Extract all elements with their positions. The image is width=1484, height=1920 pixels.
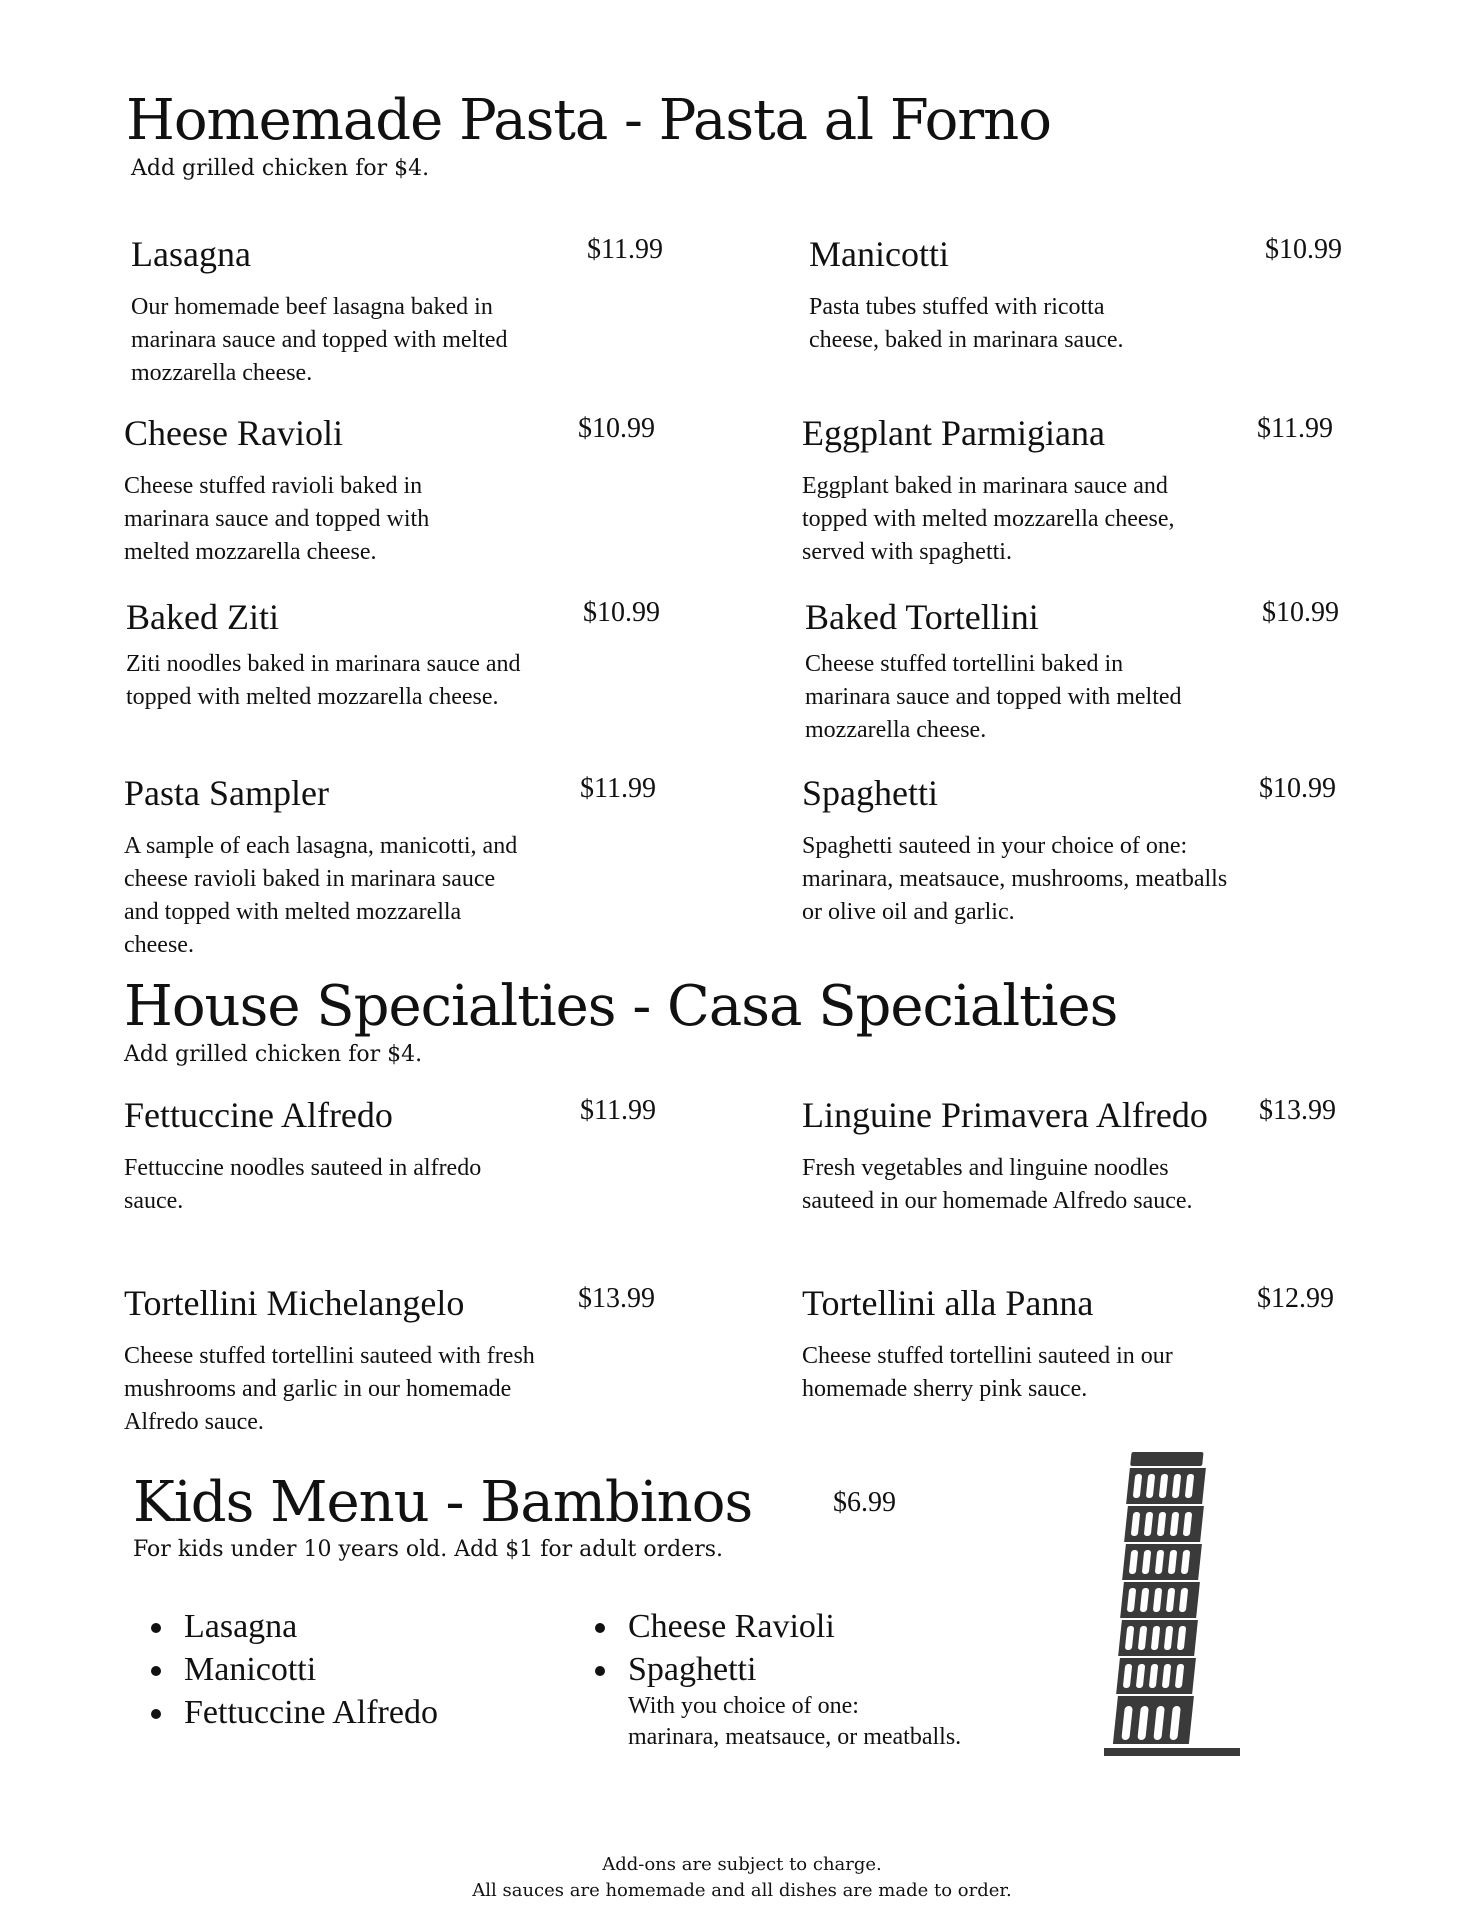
kids-item-manicotti: Manicotti bbox=[142, 1648, 438, 1691]
menu-item-lasagna bbox=[131, 233, 531, 390]
kids-spaghetti-note-2: marinara, meatsauce, or meatballs. bbox=[628, 1724, 962, 1750]
item-name: Tortellini Michelangelo bbox=[124, 1283, 465, 1323]
kids-spaghetti-note-1: With you choice of one: bbox=[628, 1693, 859, 1719]
item-name: Baked Tortellini bbox=[805, 597, 1039, 637]
item-name: Baked Ziti bbox=[126, 597, 279, 637]
item-name: Spaghetti bbox=[802, 773, 938, 813]
section-title-bambinos: Kids Menu - Bambinos bbox=[133, 1470, 753, 1535]
kids-note: For kids under 10 years old. Add $1 for adult orders. bbox=[133, 1537, 724, 1562]
item-price: $11.99 bbox=[580, 1095, 656, 1126]
item-name: Linguine Primavera Alfredo bbox=[802, 1095, 1208, 1135]
leaning-tower-icon bbox=[1090, 1448, 1250, 1768]
menu-item-linguine-primavera-alfredo bbox=[802, 1094, 1242, 1218]
item-description: A sample of each lasagna, manicotti, and cheese ravioli baked in marinara sauce and topped with melted mozzarella cheese. bbox=[124, 833, 518, 958]
menu-item-eggplant-parmigiana bbox=[802, 412, 1222, 569]
item-description: Cheese stuffed tortellini sauteed with fresh mushrooms and garlic in our homemade Alfredo sauce. bbox=[124, 1343, 535, 1435]
footer-addons-note: Add-ons are subject to charge. bbox=[602, 1854, 882, 1875]
menu-item-baked-ziti bbox=[126, 596, 526, 714]
item-price: $13.99 bbox=[1259, 1095, 1336, 1126]
item-price: $10.99 bbox=[583, 597, 660, 628]
item-description: Our homemade beef lasagna baked in marinara sauce and topped with melted mozzarella cheese. bbox=[131, 294, 508, 386]
menu-item-tortellini-michelangelo bbox=[124, 1282, 544, 1439]
item-price: $10.99 bbox=[1265, 234, 1342, 265]
kids-list-left bbox=[142, 1605, 438, 1734]
item-name: Pasta Sampler bbox=[124, 773, 329, 813]
item-description: Pasta tubes stuffed with ricotta cheese, baked in marinara sauce. bbox=[809, 294, 1124, 353]
item-price: $10.99 bbox=[1262, 597, 1339, 628]
kids-item-fettuccine-alfredo: Fettuccine Alfredo bbox=[142, 1691, 438, 1734]
kids-list-right bbox=[586, 1605, 961, 1753]
item-name: Cheese Ravioli bbox=[124, 413, 343, 453]
item-price: $11.99 bbox=[580, 773, 656, 804]
item-description: Eggplant baked in marinara sauce and topped with melted mozzarella cheese, served with spaghetti. bbox=[802, 473, 1175, 565]
item-name: Tortellini alla Panna bbox=[802, 1283, 1094, 1323]
menu-item-manicotti bbox=[809, 233, 1209, 357]
kids-item-cheese-ravioli: Cheese Ravioli bbox=[586, 1605, 961, 1648]
section-note-specialties: Add grilled chicken for $4. bbox=[124, 1042, 423, 1067]
item-price: $11.99 bbox=[1257, 413, 1333, 444]
item-price: $13.99 bbox=[578, 1283, 655, 1314]
item-description: Cheese stuffed tortellini baked in marinara sauce and topped with melted mozzarella cheese. bbox=[805, 651, 1182, 743]
item-price: $11.99 bbox=[587, 234, 663, 265]
kids-price: $6.99 bbox=[833, 1487, 896, 1518]
menu-item-baked-tortellini bbox=[805, 596, 1205, 747]
item-description: Ziti noodles baked in marinara sauce and topped with melted mozzarella cheese. bbox=[126, 651, 521, 710]
item-price: $10.99 bbox=[1259, 773, 1336, 804]
item-name: Manicotti bbox=[809, 234, 949, 274]
footer-sauces-note: All sauces are homemade and all dishes are made to order. bbox=[472, 1880, 1012, 1901]
item-description: Fettuccine noodles sauteed in alfredo sauce. bbox=[124, 1155, 482, 1214]
menu-item-fettuccine-alfredo bbox=[124, 1094, 534, 1218]
section-note-pasta: Add grilled chicken for $4. bbox=[131, 156, 430, 181]
item-name: Fettuccine Alfredo bbox=[124, 1095, 393, 1135]
item-description: Cheese stuffed tortellini sauteed in our homemade sherry pink sauce. bbox=[802, 1343, 1173, 1402]
menu-item-spaghetti bbox=[802, 772, 1232, 929]
item-name: Lasagna bbox=[131, 234, 251, 274]
section-title-pasta-al-forno: Homemade Pasta - Pasta al Forno bbox=[126, 88, 1051, 153]
kids-item-lasagna: Lasagna bbox=[142, 1605, 438, 1648]
item-price: $10.99 bbox=[578, 413, 655, 444]
item-description: Fresh vegetables and linguine noodles sauteed in our homemade Alfredo sauce. bbox=[802, 1155, 1193, 1214]
menu-item-pasta-sampler bbox=[124, 772, 544, 962]
item-description: Cheese stuffed ravioli baked in marinara sauce and topped with melted mozzarella cheese. bbox=[124, 473, 430, 565]
item-name: Eggplant Parmigiana bbox=[802, 413, 1105, 453]
item-description: Spaghetti sauteed in your choice of one: marinara, meatsauce, mushrooms, meatballs or olive oil and garlic. bbox=[802, 833, 1228, 925]
kids-item-spaghetti: Spaghetti bbox=[586, 1648, 961, 1691]
section-title-casa-specialties: House Specialties - Casa Specialties bbox=[124, 974, 1118, 1039]
menu-item-cheese-ravioli bbox=[124, 412, 524, 569]
item-price: $12.99 bbox=[1257, 1283, 1334, 1314]
menu-item-tortellini-alla-panna bbox=[802, 1282, 1202, 1406]
